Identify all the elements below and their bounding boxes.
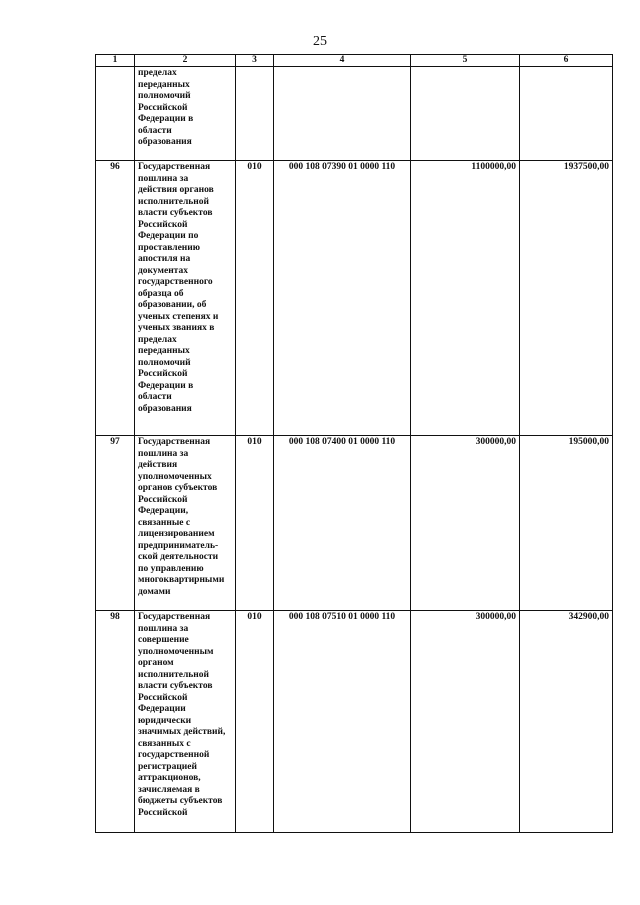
row-amount-col6: 342900,00 (520, 611, 613, 833)
row-number: 96 (96, 161, 135, 436)
row-kbk: 000 108 07400 01 0000 110 (274, 436, 411, 611)
table-row (96, 67, 613, 161)
row-name: Государственная пошлина за действия уполномоченных органов субъектов Российской Федерации, связанные с лицензированием предприниматель- ской деятельности по управлению многоквартирными домами (135, 436, 236, 611)
row-code (236, 67, 274, 161)
row-code: 010 (236, 161, 274, 436)
row-amount-col5 (411, 67, 520, 161)
column-header: 2 (135, 55, 236, 67)
table-row (96, 161, 613, 436)
page-number: 25 (313, 34, 327, 49)
column-header: 3 (236, 55, 274, 67)
row-amount-col6 (520, 67, 613, 161)
row-code: 010 (236, 611, 274, 833)
column-header: 5 (411, 55, 520, 67)
column-header: 1 (96, 55, 135, 67)
row-kbk (274, 67, 411, 161)
row-number (96, 67, 135, 161)
budget-table (95, 54, 613, 833)
table-row (96, 611, 613, 833)
row-amount-col6: 1937500,00 (520, 161, 613, 436)
row-name: Государственная пошлина за действия органов исполнительной власти субъектов Российской Федерации по проставлению апостиля на документах государственного образца об образовании, об ученых степенях и ученых званиях в пределах переданных полномочий Российской Федерации в области образования (135, 161, 236, 436)
table-header-row (96, 55, 613, 67)
row-name: пределах переданных полномочий Российской Федерации в области образования (135, 67, 236, 161)
row-kbk: 000 108 07390 01 0000 110 (274, 161, 411, 436)
row-number: 98 (96, 611, 135, 833)
row-name: Государственная пошлина за совершение уполномоченным органом исполнительной власти субъектов Российской Федерации юридически значимых действий, связанных с государственной регистрацией аттракционов, зачисляемая в бюджеты субъектов Российской (135, 611, 236, 833)
row-amount-col5: 1100000,00 (411, 161, 520, 436)
row-amount-col5: 300000,00 (411, 611, 520, 833)
row-number: 97 (96, 436, 135, 611)
row-amount-col5: 300000,00 (411, 436, 520, 611)
table-row (96, 436, 613, 611)
row-kbk: 000 108 07510 01 0000 110 (274, 611, 411, 833)
row-amount-col6: 195000,00 (520, 436, 613, 611)
column-header: 6 (520, 55, 613, 67)
row-code: 010 (236, 436, 274, 611)
column-header: 4 (274, 55, 411, 67)
